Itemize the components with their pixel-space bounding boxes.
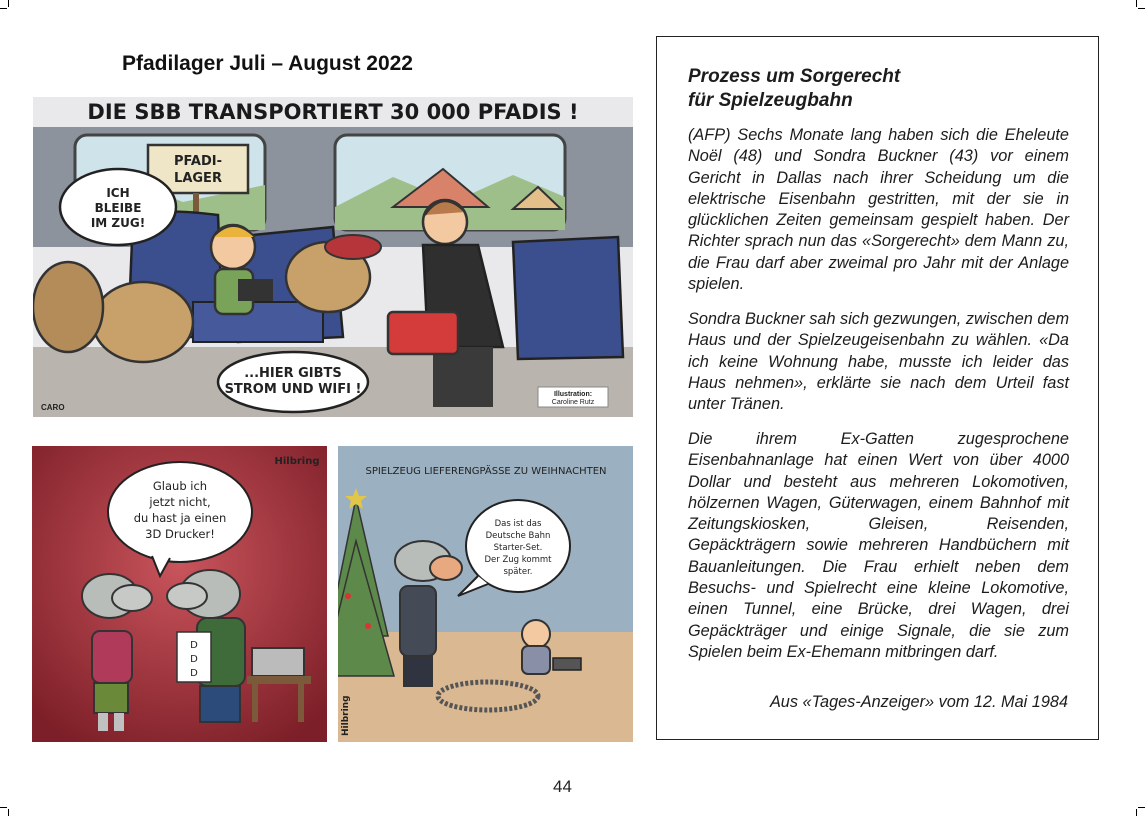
article-headline-line2: für Spielzeugbahn (688, 90, 853, 111)
svg-text:IM ZUG!: IM ZUG! (90, 216, 146, 230)
article-clipping (656, 36, 1099, 740)
comic-3d-printer-illustration (32, 446, 327, 742)
crop-mark (8, 0, 9, 7)
illustration-credit-label: Illustration: (553, 391, 593, 398)
crop-mark (8, 809, 9, 816)
svg-text:du hast ja einen: du hast ja einen (133, 511, 227, 525)
comic-db-starter-set (338, 446, 633, 742)
article-headline (688, 65, 900, 113)
svg-text:BLEIBE: BLEIBE (94, 201, 142, 215)
comic-sbb-train (33, 97, 633, 417)
article-paragraph-3: Die ihrem Ex-Gatten zugesprochene Eisenbahnanlage hat einen Wert von über 4000 Dollar und besteht aus mehreren Lokomotiven, hölzernen Wagen, Güterwagen, einem Bahnhof mit Zeitungskiosken, Gleisen, Reisenden, Gepäckträgern sowie mehreren Handbüchern mit Bauanleitungen. Die Frau erhielt neben dem Besuchs- und Spielrecht eine kleine Lokomotive, einen Tunnel, eine Brücke, drei Wagen, drei Gepäckträger und einige Signale, die sie zum Spielen beim Ex-Ehemann mitbringen darf. (688, 430, 1069, 661)
artist-signature: CARO (41, 403, 65, 412)
svg-text:Der Zug kommt: Der Zug kommt (484, 555, 552, 565)
crop-mark (1138, 807, 1145, 808)
svg-text:D: D (190, 654, 198, 665)
svg-text:später.: später. (503, 567, 533, 577)
svg-text:PFADI-: PFADI- (173, 154, 223, 169)
svg-text:STROM UND WIFI !: STROM UND WIFI ! (224, 382, 362, 397)
comic-3d-printer (32, 446, 327, 742)
svg-text:Glaub ich: Glaub ich (152, 479, 208, 493)
article-paragraph-2: Sondra Buckner sah sich gezwungen, zwischen dem Haus und der Spielzeugeisenbahn zu wählen. «Da ich keine Wohnung habe, musste ich leider das Haus nehmen», erklärte sie nach dem Urteil fast unter Tränen. (688, 310, 1070, 414)
svg-text:Deutsche Bahn: Deutsche Bahn (485, 531, 551, 541)
comic-left-signature: Hilbring (274, 456, 320, 467)
svg-text:Starter-Set.: Starter-Set. (493, 543, 543, 553)
svg-text:D: D (190, 640, 198, 651)
comic-right-header: SPIELZEUG LIEFERENGPÄSSE ZU WEIHNACHTEN (365, 466, 607, 477)
svg-text:jetzt nicht,: jetzt nicht, (149, 495, 211, 509)
crop-mark (0, 8, 7, 9)
illustration-credit-name: Caroline Rutz (551, 399, 595, 406)
comic-right-signature: Hilbring (341, 695, 351, 736)
svg-text:3D Drucker!: 3D Drucker! (145, 527, 215, 541)
page-title: Pfadilager Juli – August 2022 (122, 52, 413, 75)
article-source: Aus «Tages-Anzeiger» vom 12. Mai 1984 (769, 693, 1068, 711)
svg-text:D: D (190, 668, 198, 679)
crop-mark (1136, 0, 1137, 7)
article-paragraph-1: (AFP) Sechs Monate lang haben sich die Eheleute Noël (48) und Sondra Buckner (43) vor einem Gericht in Dallas nach ihrer Scheidung um die elektrische Eisenbahn gestritten, mit der sie in glücklichen Zeiten gemeinsam gespielt haben. Der Richter sprach nun das «Sorgerecht» dem Mann zu, die Frau darf aber zweimal pro Jahr mit der Anlage spielen. (688, 126, 1069, 294)
comic-db-starter-set-illustration (338, 446, 633, 742)
svg-text:Das ist das: Das ist das (494, 519, 542, 529)
crop-mark (0, 807, 7, 808)
svg-text:ICH: ICH (106, 186, 130, 200)
crop-mark (1138, 8, 1145, 9)
comic-headline: DIE SBB TRANSPORTIERT 30 000 PFADIS ! (87, 100, 579, 124)
page-number: 44 (553, 777, 572, 796)
crop-mark (1136, 809, 1137, 816)
article-headline-line1: Prozess um Sorgerecht (688, 66, 901, 87)
comic-sbb-train-illustration (33, 97, 633, 417)
svg-text:LAGER: LAGER (174, 171, 222, 186)
svg-text:...HIER GIBTS: ...HIER GIBTS (244, 366, 342, 381)
